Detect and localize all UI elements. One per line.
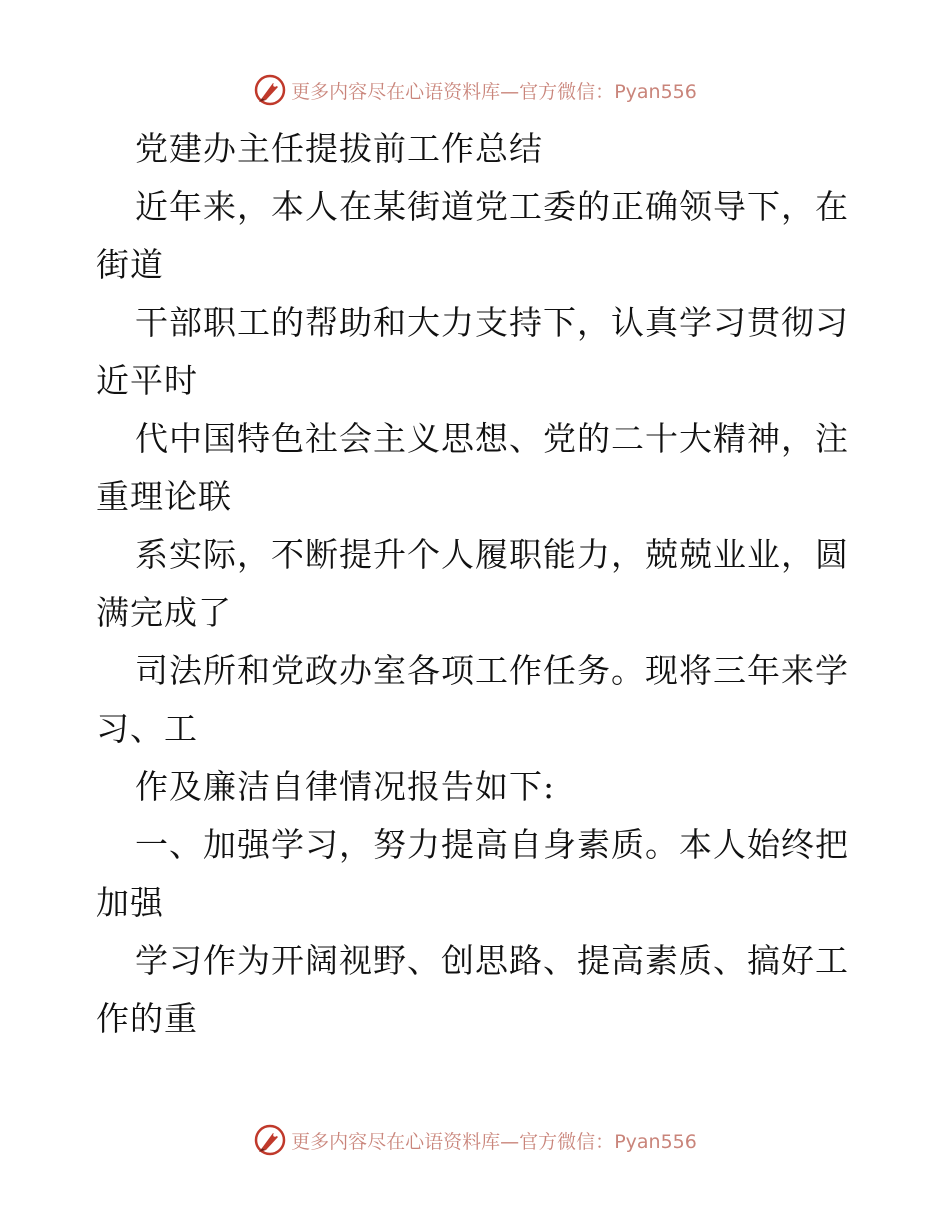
pen-logo-icon [253, 1123, 287, 1157]
document-line: 干部职工的帮助和大力支持下，认真学习贯彻习 [135, 303, 849, 342]
document-body [96, 120, 856, 1048]
watermark-label: 官方微信： [519, 1130, 615, 1153]
watermark-banner-top [0, 70, 950, 110]
document-line: 街道 [96, 245, 164, 284]
document-line: 系实际，不断提升个人履职能力，兢兢业业，圆 [135, 535, 849, 574]
watermark-separator: — [500, 1130, 520, 1153]
document-line: 近平时 [96, 361, 198, 400]
document-line: 满完成了 [96, 593, 232, 632]
document-title: 党建办主任提拔前工作总结 [135, 129, 543, 168]
watermark-id: Pyan556 [614, 1130, 697, 1153]
watermark-main: 更多内容尽在心语资料库 [291, 1130, 501, 1153]
document-line: 作及廉洁自律情况报告如下: [135, 767, 556, 806]
watermark-label: 官方微信： [519, 80, 615, 103]
document-line: 代中国特色社会主义思想、党的二十大精神，注 [135, 419, 849, 458]
document-line: 重理论联 [96, 477, 232, 516]
watermark-text [291, 1127, 697, 1154]
watermark-id: Pyan556 [614, 80, 697, 103]
document-line: 习、工 [96, 709, 198, 748]
document-line: 加强 [96, 883, 164, 922]
document-line: 作的重 [96, 999, 198, 1038]
pen-logo-icon [253, 73, 287, 107]
document-line: 一、加强学习，努力提高自身素质。本人始终把 [135, 825, 849, 864]
watermark-separator: — [500, 80, 520, 103]
watermark-text [291, 77, 697, 104]
document-line: 近年来，本人在某街道党工委的正确领导下，在 [135, 187, 849, 226]
document-line: 司法所和党政办室各项工作任务。现将三年来学 [135, 651, 849, 690]
watermark-main: 更多内容尽在心语资料库 [291, 80, 501, 103]
document-line: 学习作为开阔视野、创思路、提高素质、搞好工 [135, 941, 849, 980]
watermark-banner-bottom [0, 1120, 950, 1160]
